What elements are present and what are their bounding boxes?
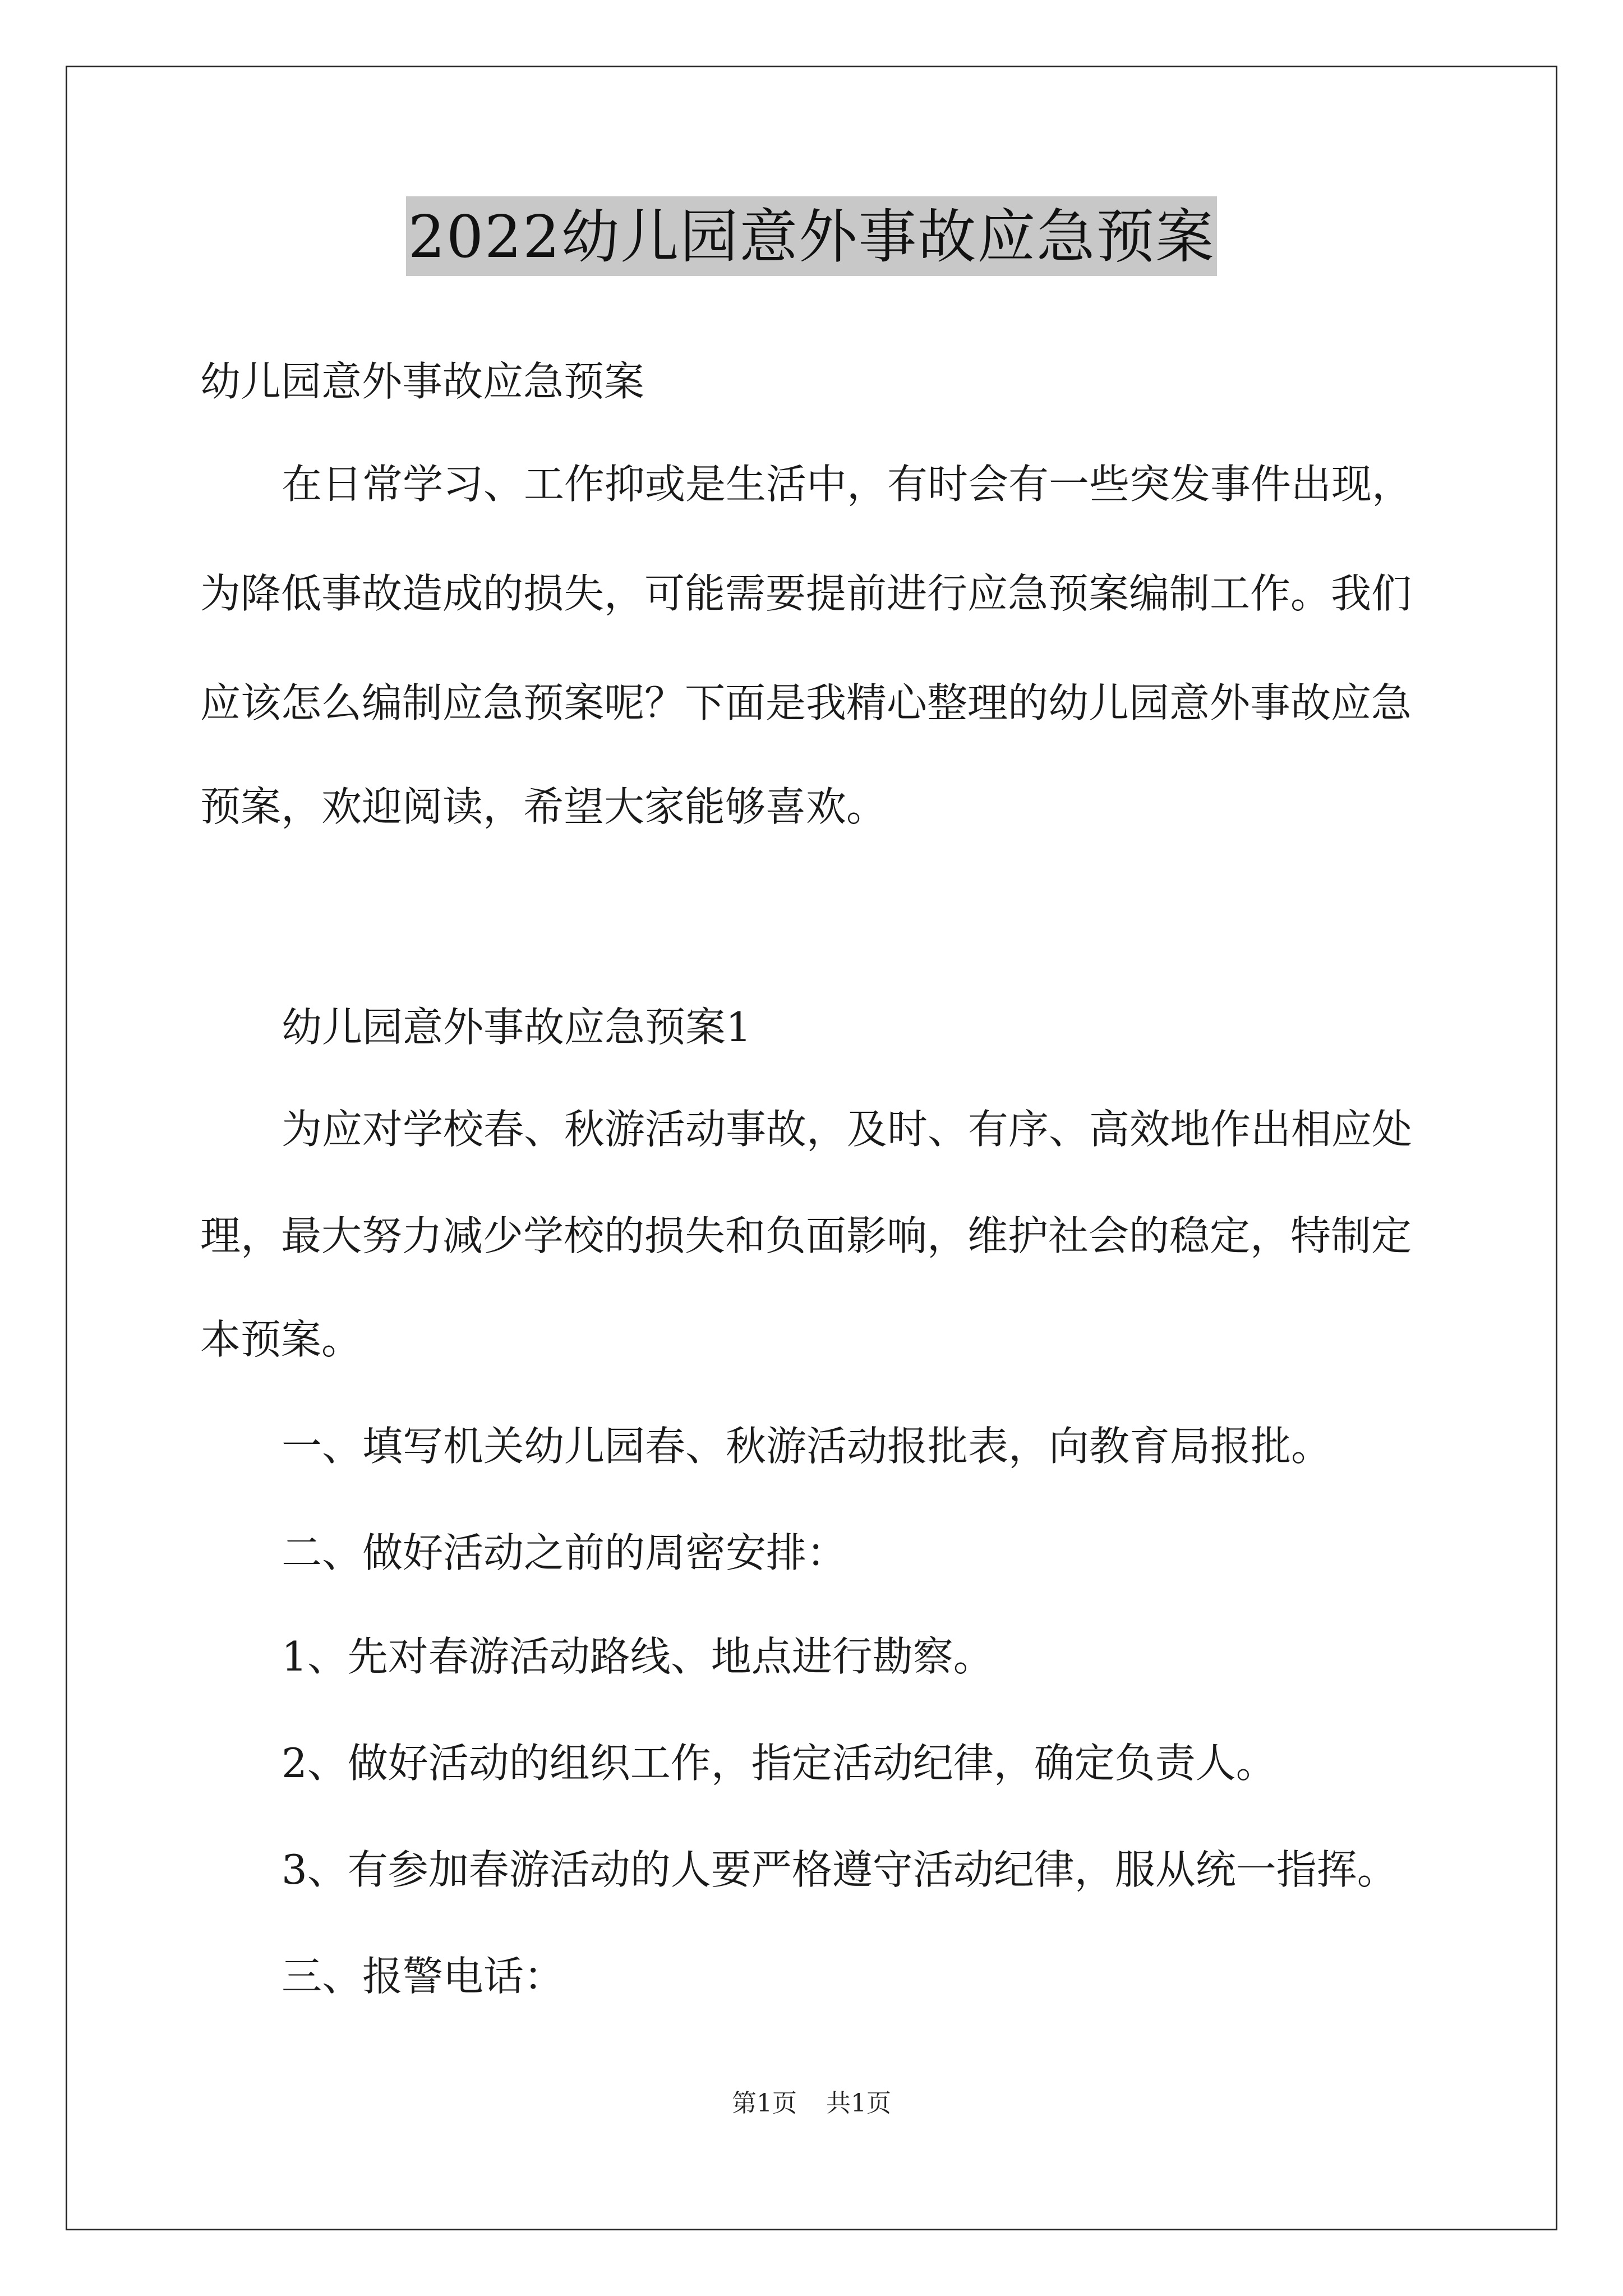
paragraph-line: 理，最大努力减少学校的损失和负面影响，维护社会的稳定，特制定: [200, 1212, 1412, 1259]
page-total: 共1页: [826, 2089, 891, 2118]
list-item: 一、填写机关幼儿园春、秋游活动报批表，向教育局报批。: [282, 1423, 1332, 1470]
document-title: 2022幼儿园意外事故应急预案: [406, 196, 1218, 276]
list-item: 三、报警电话：: [282, 1953, 565, 2000]
page-footer: [0, 2087, 1623, 2120]
list-item: 1、先对春游活动路线、地点进行勘察。: [282, 1633, 994, 1680]
section-heading: 幼儿园意外事故应急预案: [200, 358, 645, 405]
paragraph-line: 预案，欢迎阅读，希望大家能够喜欢。: [200, 783, 887, 830]
paragraph-line: 为应对学校春、秋游活动事故，及时、有序、高效地作出相应处: [282, 1106, 1413, 1153]
list-item: 3、有参加春游活动的人要严格遵守活动纪律，服从统一指挥。: [282, 1846, 1398, 1893]
paragraph-line: 在日常学习、工作抑或是生活中，有时会有一些突发事件出现，: [282, 461, 1413, 508]
paragraph-line: 应该怎么编制应急预案呢？下面是我精心整理的幼儿园意外事故应急: [200, 679, 1412, 726]
title-container: [0, 196, 1623, 276]
paragraph-line: 为降低事故造成的损失，可能需要提前进行应急预案编制工作。我们: [200, 570, 1412, 617]
paragraph-line: 本预案。: [200, 1316, 362, 1363]
page-number: 第1页: [732, 2089, 797, 2118]
list-item: 2、做好活动的组织工作，指定活动纪律，确定负责人。: [282, 1740, 1276, 1787]
list-item: 二、做好活动之前的周密安排：: [282, 1529, 847, 1576]
subsection-heading: 幼儿园意外事故应急预案1: [282, 1004, 751, 1051]
